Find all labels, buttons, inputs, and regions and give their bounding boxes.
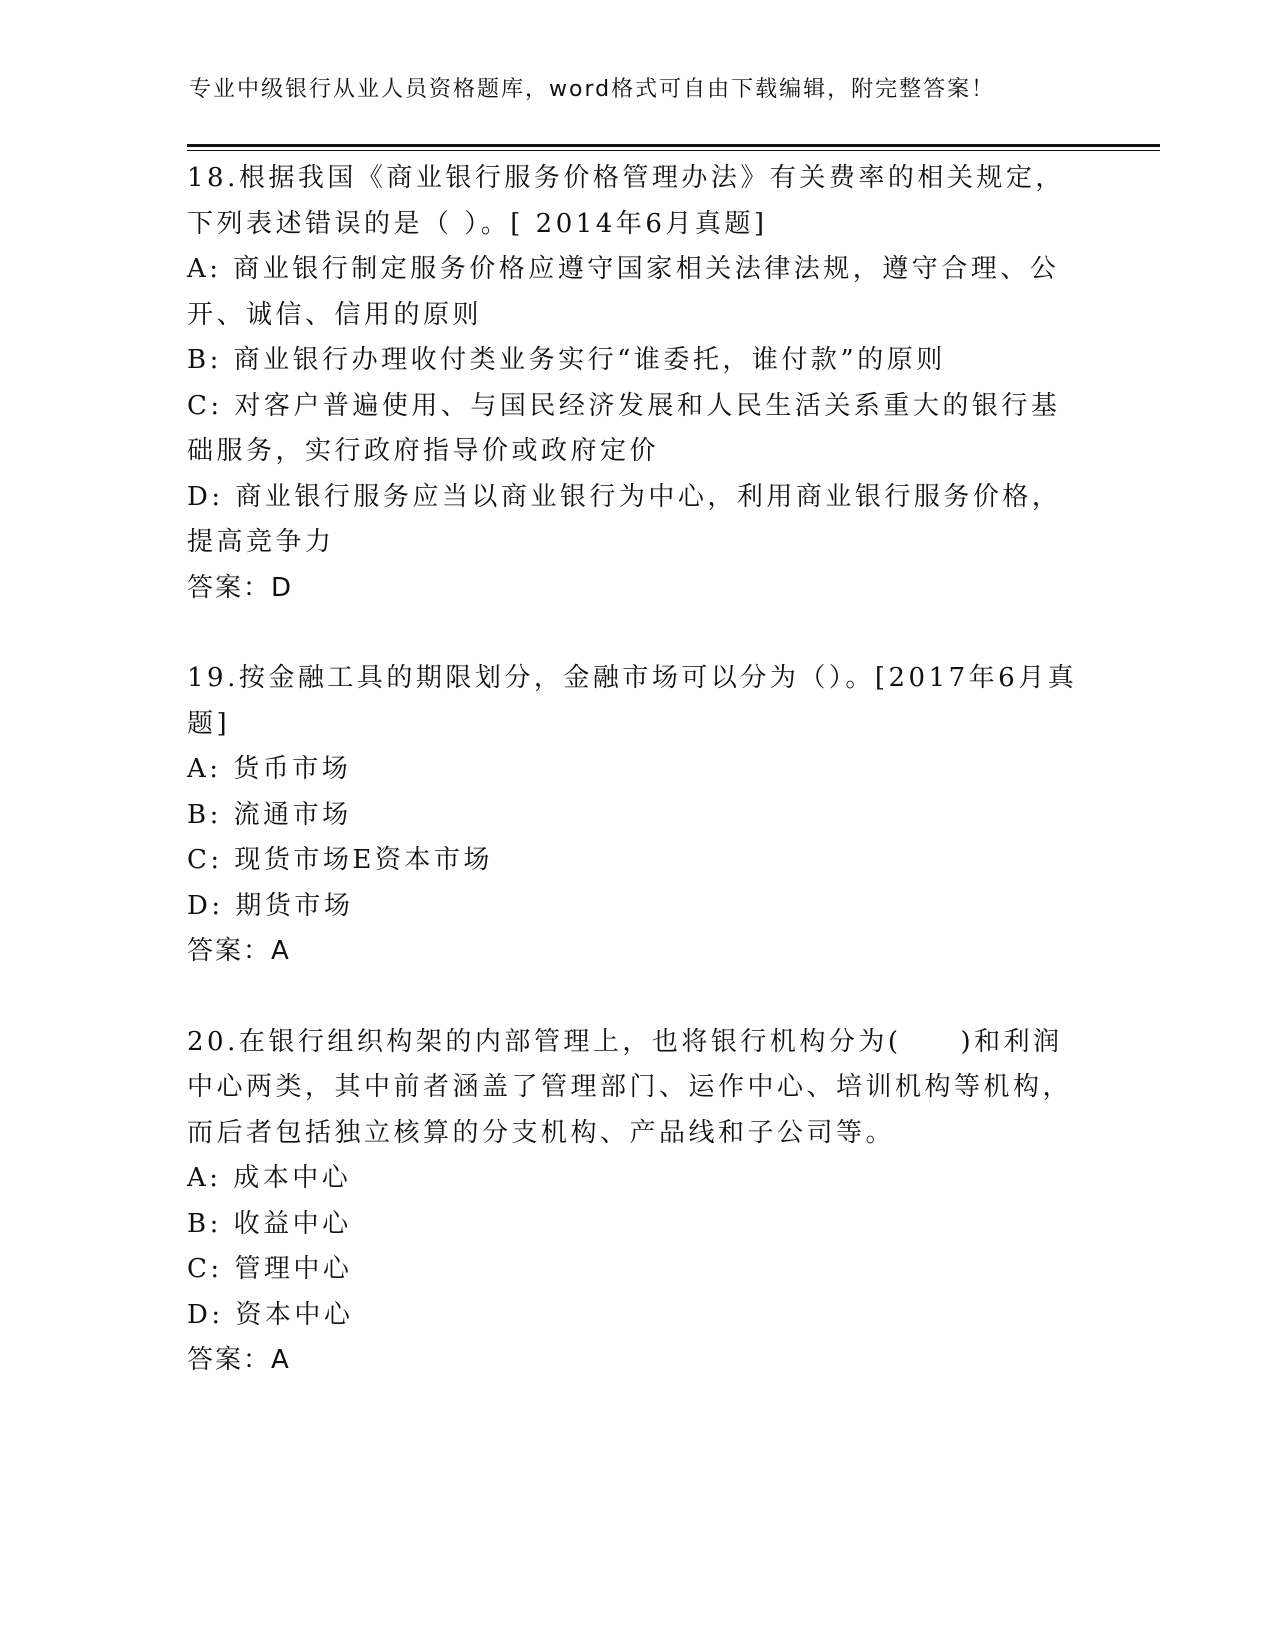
question-20 (187, 1020, 1087, 1384)
option-c: C: 现货市场E资本市场 (187, 845, 493, 875)
answer: 答案：A (187, 1345, 291, 1375)
header-rule-thin (187, 150, 1160, 151)
option-d: D: 商业银行服务应当以商业银行为中心，利用商业银行服务价格，提高竞争力 (187, 481, 1062, 557)
option-a: A: 货币市场 (187, 754, 352, 784)
option-a: A: 商业银行制定服务价格应遵守国家相关法律法规，遵守合理、公开、诚信、信用的原则 (187, 254, 1060, 330)
option-c: C: 管理中心 (187, 1254, 353, 1284)
question-list (187, 156, 1087, 1429)
question-stem: 19.按金融工具的期限划分，金融市场可以分为（）。[2017年6月真题] (187, 663, 1078, 739)
question-stem: 18.根据我国《商业银行服务价格管理办法》有关费率的相关规定，下列表述错误的是（ ）。[ 2014年6月真题] (187, 163, 1065, 239)
option-d: D: 资本中心 (187, 1299, 354, 1330)
question-stem: 20.在银行组织构架的内部管理上，也将银行机构分为( )和利润中心两类，其中前者涵盖了管理部门、运作中心、培训机构等机构，而后者包括独立核算的分支机构、产品线和子公司等。 (187, 1026, 1073, 1148)
question-18 (187, 156, 1087, 611)
option-d: D: 期货市场 (187, 890, 354, 921)
question-19 (187, 656, 1087, 975)
option-b: B: 商业银行办理收付类业务实行“谁委托，谁付款”的原则 (187, 345, 946, 375)
header-rule-thick (187, 144, 1160, 147)
option-b: B: 收益中心 (187, 1208, 352, 1239)
option-a: A: 成本中心 (187, 1163, 352, 1193)
page-header: 专业中级银行从业人员资格题库，word格式可自由下载编辑，附完整答案！ (189, 77, 996, 102)
answer: 答案：A (187, 936, 291, 966)
option-c: C: 对客户普遍使用、与国民经济发展和人民生活关系重大的银行基础服务，实行政府指导价或政府定价 (187, 390, 1061, 466)
answer: 答案：D (187, 572, 294, 603)
option-b: B: 流通市场 (187, 799, 352, 830)
